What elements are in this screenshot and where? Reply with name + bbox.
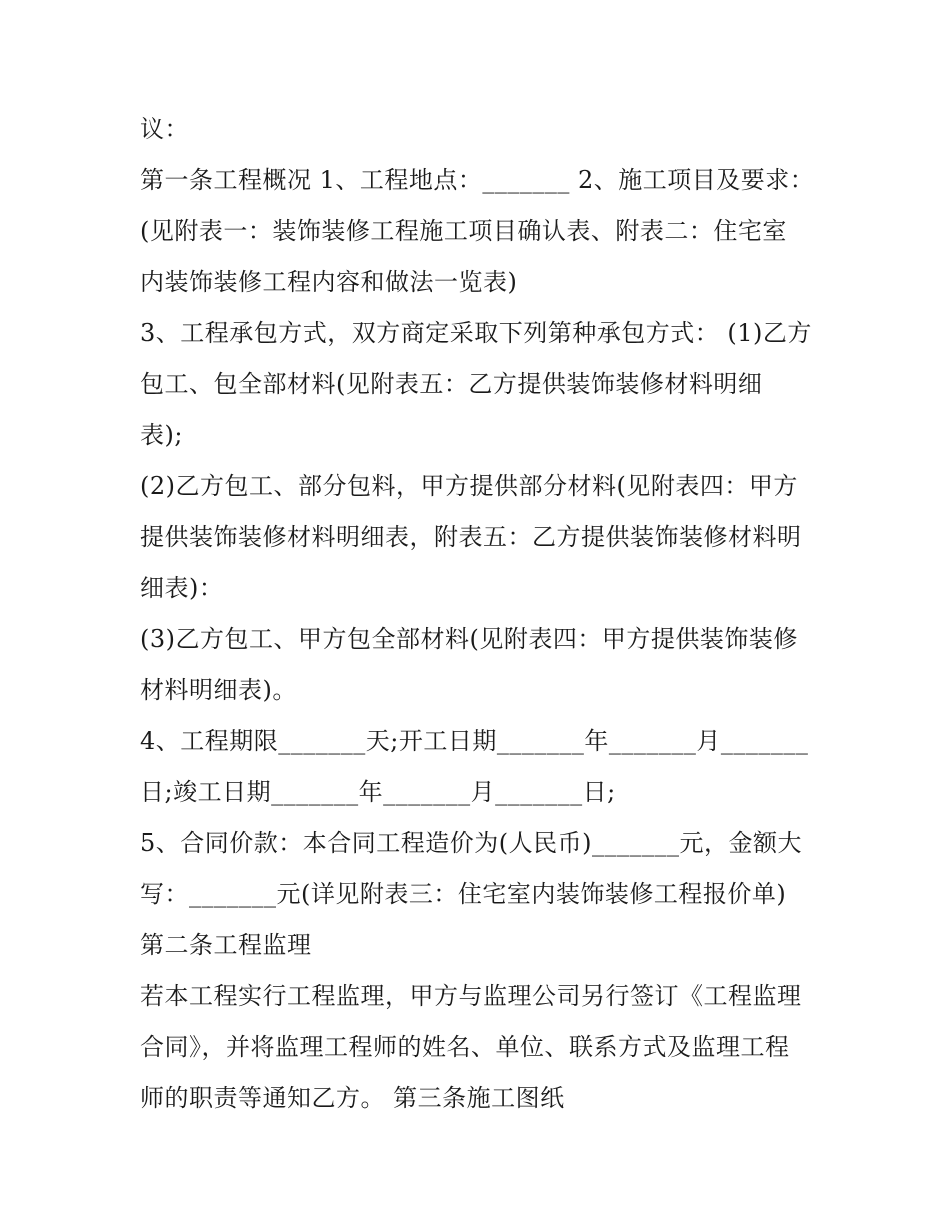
- text-line: 第一条工程概况 1、工程地点：_______ 2、施工项目及要求：: [140, 166, 815, 194]
- text-line: (2)乙方包工、部分包料，甲方提供部分材料(见附表四：甲方: [140, 472, 798, 500]
- document-body: [140, 104, 820, 1124]
- text-line: 合同》，并将监理工程师的姓名、单位、联系方式及监理工程: [140, 1033, 790, 1061]
- text-line: (3)乙方包工、甲方包全部材料(见附表四：甲方提供装饰装修: [140, 625, 798, 653]
- text-line: 4、工程期限_______天;开工日期_______年_______月_______: [140, 727, 809, 755]
- text-line: 提供装饰装修材料明细表，附表五：乙方提供装饰装修材料明: [140, 523, 802, 551]
- text-line: 写：_______元(详见附表三：住宅室内装饰装修工程报价单): [140, 880, 787, 908]
- text-line: 材料明细表)。: [140, 676, 297, 704]
- text-line: 若本工程实行工程监理，甲方与监理公司另行签订《工程监理: [140, 982, 802, 1010]
- text-line: 议：: [140, 115, 189, 143]
- text-line: 师的职责等通知乙方。 第三条施工图纸: [140, 1084, 565, 1112]
- text-line: 日;竣工日期_______年_______月_______日;: [140, 778, 616, 806]
- text-line: 表);: [140, 421, 183, 449]
- text-line: 包工、包全部材料(见附表五：乙方提供装饰装修材料明细: [140, 370, 763, 398]
- text-line: (见附表一：装饰装修工程施工项目确认表、附表二：住宅室: [140, 217, 787, 245]
- text-line: 5、合同价款：本合同工程造价为(人民币)_______元，金额大: [140, 829, 802, 857]
- text-line: 内装饰装修工程内容和做法一览表): [140, 268, 518, 296]
- section-heading: 第二条工程监理: [140, 931, 312, 959]
- text-line: 3、工程承包方式，双方商定采取下列第种承包方式： (1)乙方: [140, 319, 812, 347]
- text-line: 细表)：: [140, 574, 224, 602]
